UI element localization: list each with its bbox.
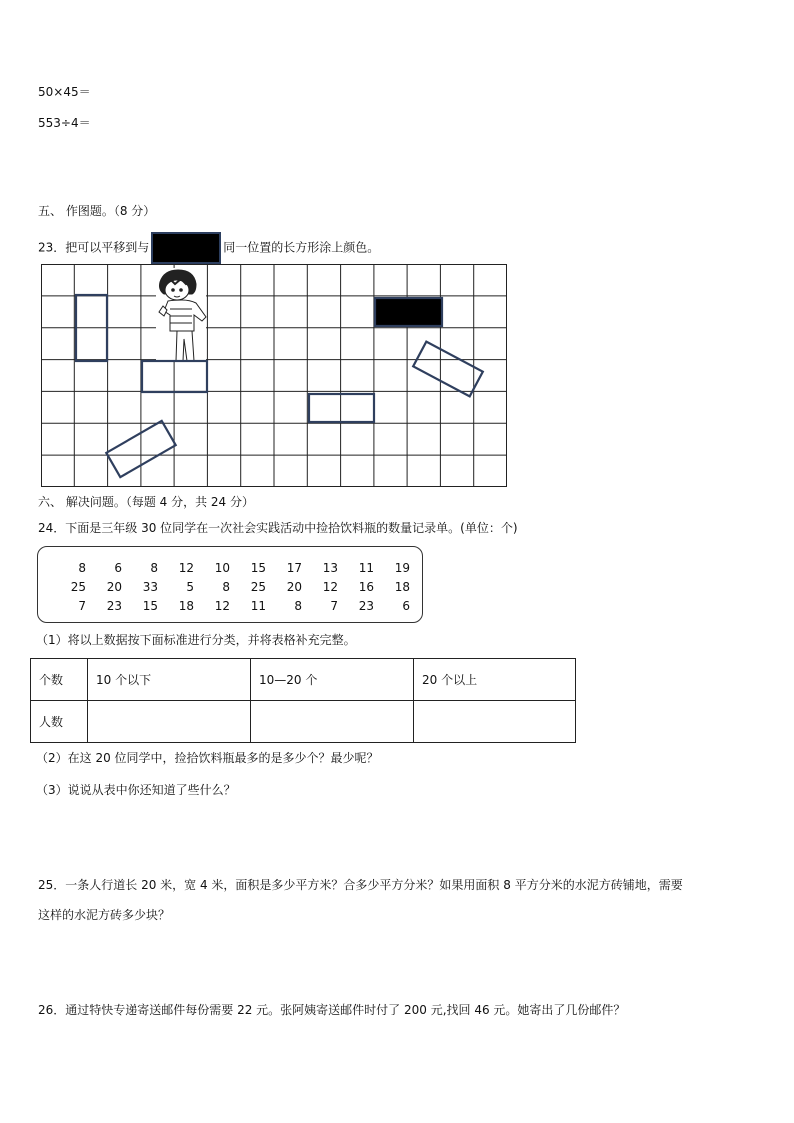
question-25-line-2: 这样的水泥方砖多少块？: [38, 908, 171, 922]
question-23-prefix: 23．把可以平移到与: [38, 240, 150, 255]
data-cell: 20: [286, 579, 302, 594]
table-header-count: 个数: [31, 659, 88, 701]
data-cell: 17: [286, 560, 302, 575]
data-cell: 11: [358, 560, 374, 575]
data-cell: 12: [214, 598, 230, 613]
table-header-over-20: 20 个以上: [414, 659, 576, 701]
data-cell: 12: [178, 560, 194, 575]
data-cell: 25: [250, 579, 266, 594]
question-24-part-1: （1）将以上数据按下面标准进行分类，并将表格补充完整。: [36, 633, 356, 647]
rectangle-tilted-1: [413, 342, 483, 397]
data-cell: 8: [222, 579, 230, 594]
data-cell: 8: [294, 598, 302, 613]
data-cell: 10: [214, 560, 230, 575]
rectangle-black-target: [375, 298, 442, 326]
table-cell-empty[interactable]: [414, 701, 576, 743]
data-row: [52, 578, 410, 595]
data-cell: 15: [142, 598, 158, 613]
table-header-10-20: 10—20 个: [251, 659, 414, 701]
data-record-table: [50, 557, 412, 616]
target-rectangle-icon: [151, 232, 221, 264]
calc-line-2: 553÷4＝: [38, 116, 91, 130]
table-header-under-10: 10 个以下: [88, 659, 251, 701]
data-cell: 23: [358, 598, 374, 613]
data-cell: 6: [114, 560, 122, 575]
data-cell: 8: [150, 560, 158, 575]
data-cell: 18: [178, 598, 194, 613]
data-cell: 18: [394, 579, 410, 594]
table-cell-empty[interactable]: [88, 701, 251, 743]
data-cell: 25: [70, 579, 86, 594]
rectangle-horizontal-2: [309, 394, 374, 422]
data-cell: 20: [106, 579, 122, 594]
data-cell: 8: [78, 560, 86, 575]
classification-table: [30, 658, 576, 743]
boy-icon: [156, 268, 206, 361]
section-6-title: 六、 解决问题。（每题 4 分，共 24 分）: [38, 495, 254, 509]
data-cell: 23: [106, 598, 122, 613]
table-row: [31, 659, 576, 701]
data-cell: 5: [186, 579, 194, 594]
data-row: [52, 597, 410, 614]
table-cell-empty[interactable]: [251, 701, 414, 743]
question-24-part-3: （3）说说从表中你还知道了些什么？: [36, 783, 236, 797]
data-cell: 15: [250, 560, 266, 575]
data-cell: 12: [322, 579, 338, 594]
question-24-part-2: （2）在这 20 位同学中，捡拾饮料瓶最多的是多少个？最少呢？: [36, 751, 379, 765]
translation-grid: [41, 264, 507, 487]
table-label-people: 人数: [31, 701, 88, 743]
calc-line-1: 50×45＝: [38, 85, 91, 99]
question-23-suffix: 同一位置的长方形涂上颜色。: [223, 240, 380, 255]
section-5-title: 五、 作图题。（8 分）: [38, 204, 156, 218]
question-23: [38, 232, 379, 264]
data-cell: 13: [322, 560, 338, 575]
question-24: 24．下面是三年级 30 位同学在一次社会实践活动中捡拾饮料瓶的数量记录单。(单位：个): [38, 521, 518, 535]
question-25-line-1: 25．一条人行道长 20 米，宽 4 米，面积是多少平方米？合多少平方分米？如果用面积 8 平方分米的水泥方砖铺地，需要: [38, 878, 683, 892]
data-row: [52, 559, 410, 576]
data-cell: 7: [330, 598, 338, 613]
table-row: [31, 701, 576, 743]
data-cell: 11: [250, 598, 266, 613]
data-record-box: [37, 546, 423, 623]
data-cell: 6: [402, 598, 410, 613]
question-26: 26．通过特快专递寄送邮件每份需要 22 元。张阿姨寄送邮件时付了 200 元,找回 46 元。她寄出了几份邮件？: [38, 1003, 626, 1017]
data-cell: 16: [358, 579, 374, 594]
data-cell: 7: [78, 598, 86, 613]
data-cell: 33: [142, 579, 158, 594]
data-cell: 19: [394, 560, 410, 575]
